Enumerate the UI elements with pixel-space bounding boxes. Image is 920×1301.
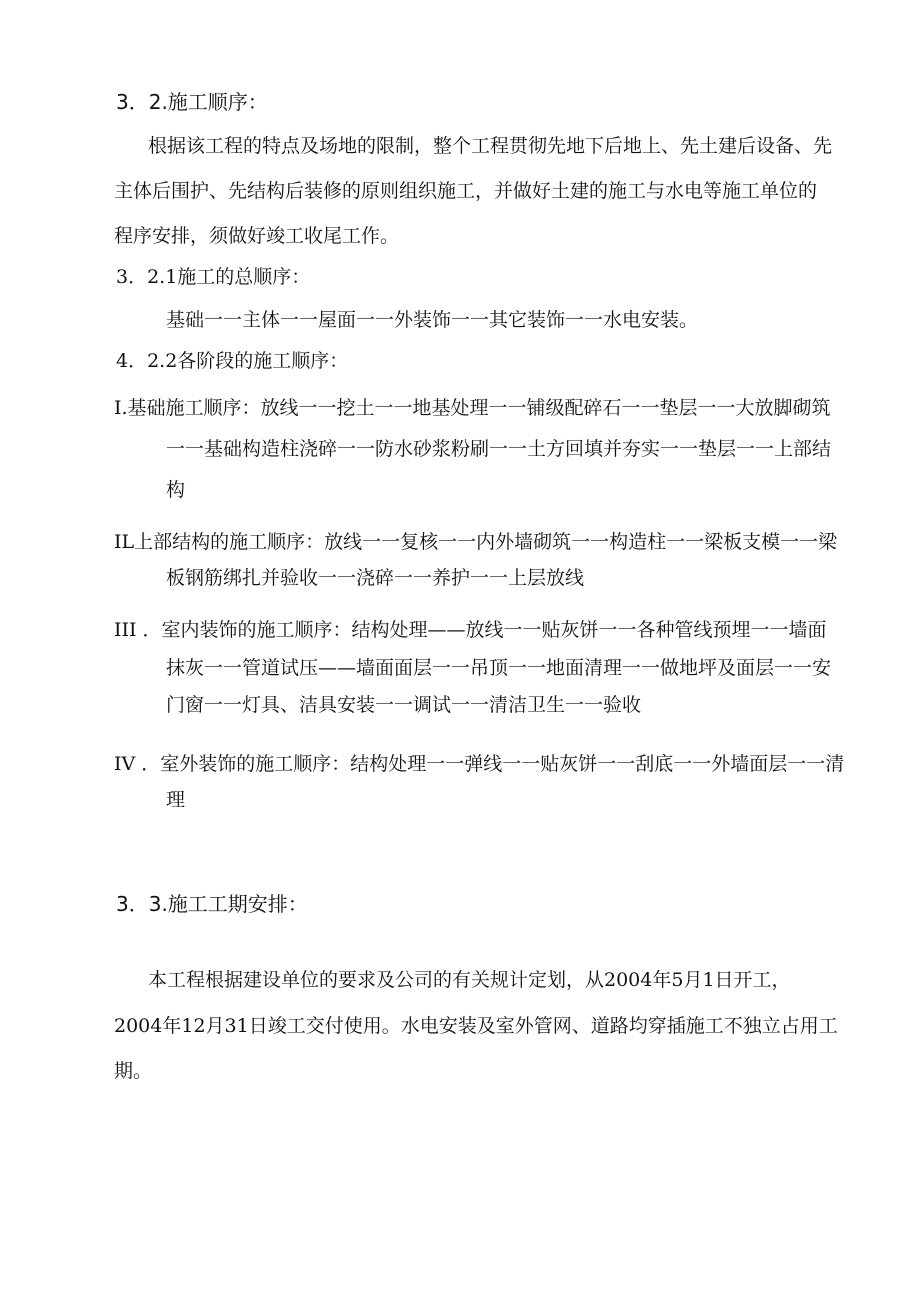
intro-line-3: 程序安排，须做好竣工收尾工作。 [114,225,400,247]
stage2-line-1: IL上部结构的施工顺序：放线一一复核一一内外墙砌筑一一构造柱一一梁板支模一一梁 [114,531,838,553]
section-3-2-heading: 3．2.施工顺序： [116,90,268,114]
stage3-line-1: III ．室内装饰的施工顺序：结构处理——放线一一贴灰饼一一各种管线预埋一一墙面 [114,619,827,641]
stage1-line-3: 构 [166,479,186,501]
section-3-3-heading: 3．3.施工工期安排： [116,892,308,916]
stage4-line-1: IV ．室外装饰的施工顺序：结构处理一一弹线一一贴灰饼一一刮底一一外墙面层一一清 [114,753,845,775]
stage4-line-2: 理 [166,789,186,811]
schedule-line-1: 本工程根据建设单位的要求及公司的有关规计定划，从2004年5月1日开工， [148,969,791,991]
stage1-line-2: 一一基础构造柱浇碎一一防水砂浆粉刷一一土方回填并夯实一一垫层一一上部结 [166,438,832,460]
sub1-heading: 3．2.1施工的总顺序： [116,266,311,288]
schedule-line-3: 期。 [114,1060,153,1082]
stage1-line-1: I.基础施工顺序：放线一一挖土一一地基处理一一铺级配碎石一一垫层一一大放脚砌筑 [114,397,831,419]
stage3-line-2: 抹灰一一管道试压——墙面面层一一吊顶一一地面清理一一做地坪及面层一一安 [166,657,832,679]
intro-line-1: 根据该工程的特点及场地的限制，整个工程贯彻先地下后地上、先土建后设备、先 [148,135,833,157]
sub1-body: 基础一一主体一一屋面一一外装饰一一其它装饰一一水电安装。 [166,309,699,331]
stage2-line-2: 板钢筋绑扎并验收一一浇碎一一养护一一上层放线 [166,567,585,589]
schedule-line-2: 2004年12月31日竣工交付使用。水电安装及室外管网、道路均穿插施工不独立占用工 [114,1015,838,1037]
stage3-line-3: 门窗一一灯具、洁具安装一一调试一一清洁卫生一一验收 [166,694,642,716]
intro-line-2: 主体后围护、先结构后装修的原则组织施工，并做好土建的施工与水电等施工单位的 [114,180,818,202]
sub2-heading: 4．2.2各阶段的施工顺序： [116,350,349,372]
